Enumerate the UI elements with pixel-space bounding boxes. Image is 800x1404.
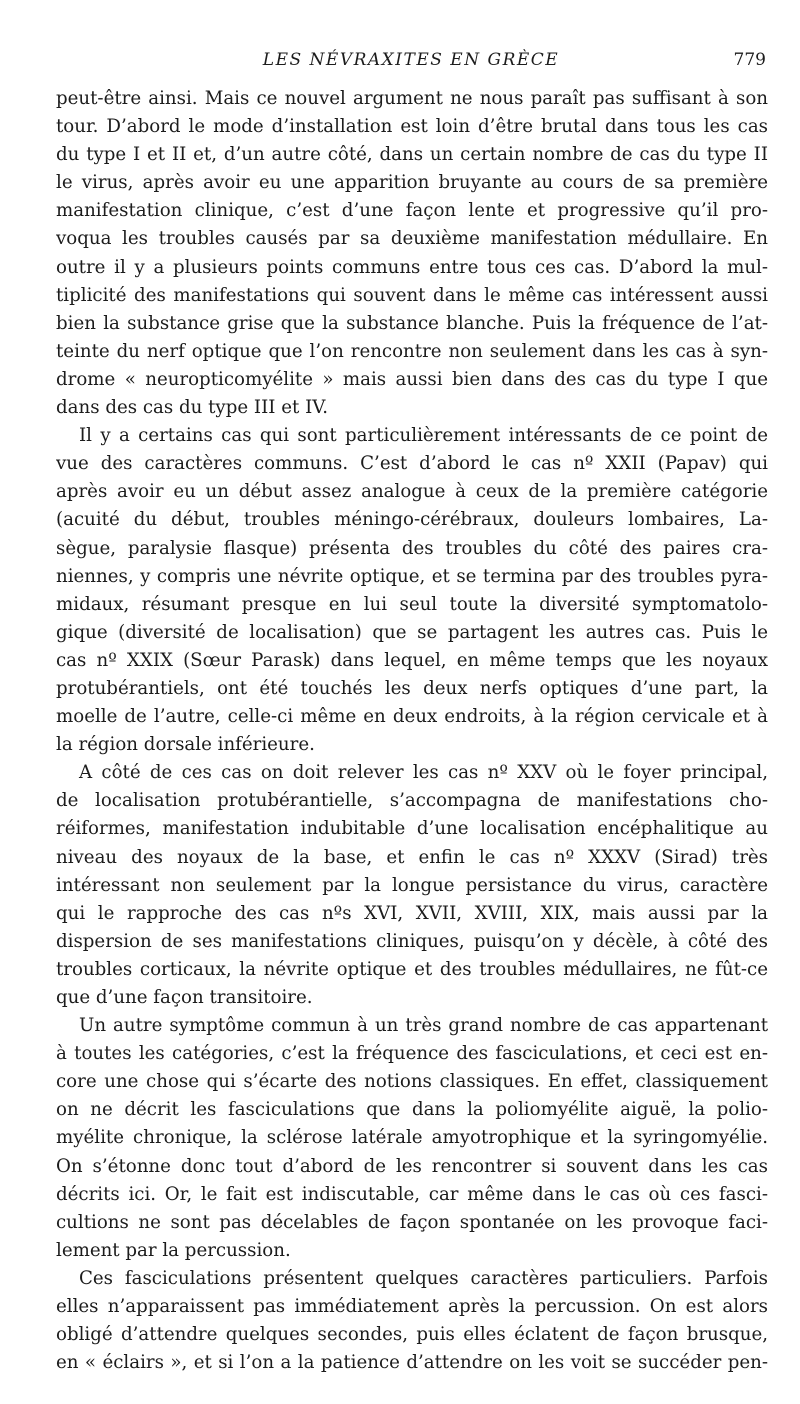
text-line: dispersion de ses manifestations cliniques, puisqu’on y décèle, à côté des [56, 930, 768, 952]
text-line: myélite chronique, la sclérose latérale amyotrophique et la syringomyélie. [56, 1127, 768, 1149]
text-line: après avoir eu un début assez analogue à ceux de la première catégorie [56, 481, 768, 503]
text-line: outre il y a plusieurs points communs entre tous ces cas. D’abord la mul- [56, 256, 768, 278]
text-line: cultions ne sont pas décelables de façon spontanée on les provoque faci- [56, 1211, 768, 1233]
text-line: niveau des noyaux de la base, et enfin le cas nº XXXV (Sirad) très [56, 846, 768, 868]
text-line: voqua les troubles causés par sa deuxième manifestation médullaire. En [56, 228, 768, 250]
running-header [56, 50, 766, 76]
paragraph-end-line: la région dorsale inférieure. [56, 734, 315, 756]
text-line: protubérantiels, ont été touchés les deux nerfs optiques d’une part, la [56, 677, 768, 699]
running-title: LES NÉVRAXITES EN GRÈCE [262, 50, 560, 70]
text-line: peut-être ainsi. Mais ce nouvel argument ne nous paraît pas suffisant à son [56, 88, 768, 109]
text-line: tiplicité des manifestations qui souvent dans le même cas intéressent aussi [56, 284, 768, 306]
text-line: décrits ici. Or, le fait est indiscutable, car même dans le cas où ces fasci- [56, 1183, 768, 1205]
text-line: cas nº XXIX (Sœur Parask) dans lequel, en même temps que les noyaux [56, 649, 768, 671]
text-line: obligé d’attendre quelques secondes, puis elles éclatent de façon brusque, [56, 1324, 768, 1346]
body-text [56, 85, 768, 1377]
paragraph-end-line: lement par la percussion. [56, 1239, 291, 1261]
text-line: core une chose qui s’écarte des notions classiques. En effet, classiquement [56, 1071, 768, 1093]
text-line: on ne décrit les fasciculations que dans la poliomyélite aiguë, la polio- [56, 1099, 768, 1121]
paragraph-end-line: dans des cas du type III et IV. [56, 397, 328, 419]
text-line: bien la substance grise que la substance blanche. Puis la fréquence de l’at- [56, 312, 768, 334]
text-line: vue des caractères communs. C’est d’abord le cas nº XXII (Papav) qui [56, 453, 768, 475]
text-line: à toutes les catégories, c’est la fréquence des fasciculations, et ceci est en- [56, 1043, 768, 1065]
text-line: (acuité du début, troubles méningo-cérébraux, douleurs lombaires, La- [56, 509, 768, 531]
text-line: du type I et II et, d’un autre côté, dans un certain nombre de cas du type II [56, 144, 768, 166]
text-line: de localisation protubérantielle, s’accompagna de manifestations cho- [56, 790, 768, 812]
text-line: tour. D’abord le mode d’installation est loin d’être brutal dans tous les cas [56, 116, 768, 138]
text-line: manifestation clinique, c’est d’une façon lente et progressive qu’il pro- [56, 200, 768, 222]
text-line: le virus, après avoir eu une apparition bruyante au cours de sa première [56, 172, 768, 194]
text-line: drome « neuropticomyélite » mais aussi bien dans des cas du type I que [56, 368, 768, 390]
text-line: en « éclairs », et si l’on a la patience d’attendre on les voit se succéder pen- [56, 1352, 768, 1374]
paragraph-first-line: Un autre symptôme commun à un très grand nombre de cas appartenant [79, 1015, 768, 1037]
page-number: 779 [733, 50, 766, 70]
text-line: midaux, résumant presque en lui seul toute la diversité symptomatolo- [56, 593, 768, 615]
text-line: intéressant non seulement par la longue persistance du virus, caractère [56, 874, 768, 896]
paragraph-end-line: que d’une façon transitoire. [56, 987, 313, 1008]
text-line: qui le rapproche des cas nºs XVI, XVII, XVIII, XIX, mais aussi par la [56, 902, 768, 924]
text-line: réiformes, manifestation indubitable d’une localisation encéphalitique au [56, 818, 768, 840]
text-line: troubles corticaux, la névrite optique et des troubles médullaires, ne fût-ce [56, 958, 768, 980]
text-line: On s’étonne donc tout d’abord de les rencontrer si souvent dans les cas [56, 1155, 768, 1177]
text-line: elles n’apparaissent pas immédiatement après la percussion. On est alors [56, 1296, 768, 1318]
text-line: moelle de l’autre, celle-ci même en deux endroits, à la région cervicale et à [56, 706, 768, 728]
text-line: sègue, paralysie flasque) présenta des troubles du côté des paires cra- [56, 537, 768, 559]
text-line: gique (diversité de localisation) que se partagent les autres cas. Puis le [56, 621, 768, 643]
text-line: niennes, y compris une névrite optique, et se termina par des troubles pyra- [56, 565, 768, 587]
paragraph-first-line: Ces fasciculations présentent quelques caractères particuliers. Parfois [79, 1267, 768, 1289]
text-line: teinte du nerf optique que l’on rencontre non seulement dans les cas à syn- [56, 340, 768, 362]
paragraph-first-line: Il y a certains cas qui sont particulièrement intéressants de ce point de [79, 425, 768, 447]
paragraph-first-line: A côté de ces cas on doit relever les cas nº XXV où le foyer principal, [79, 762, 768, 784]
